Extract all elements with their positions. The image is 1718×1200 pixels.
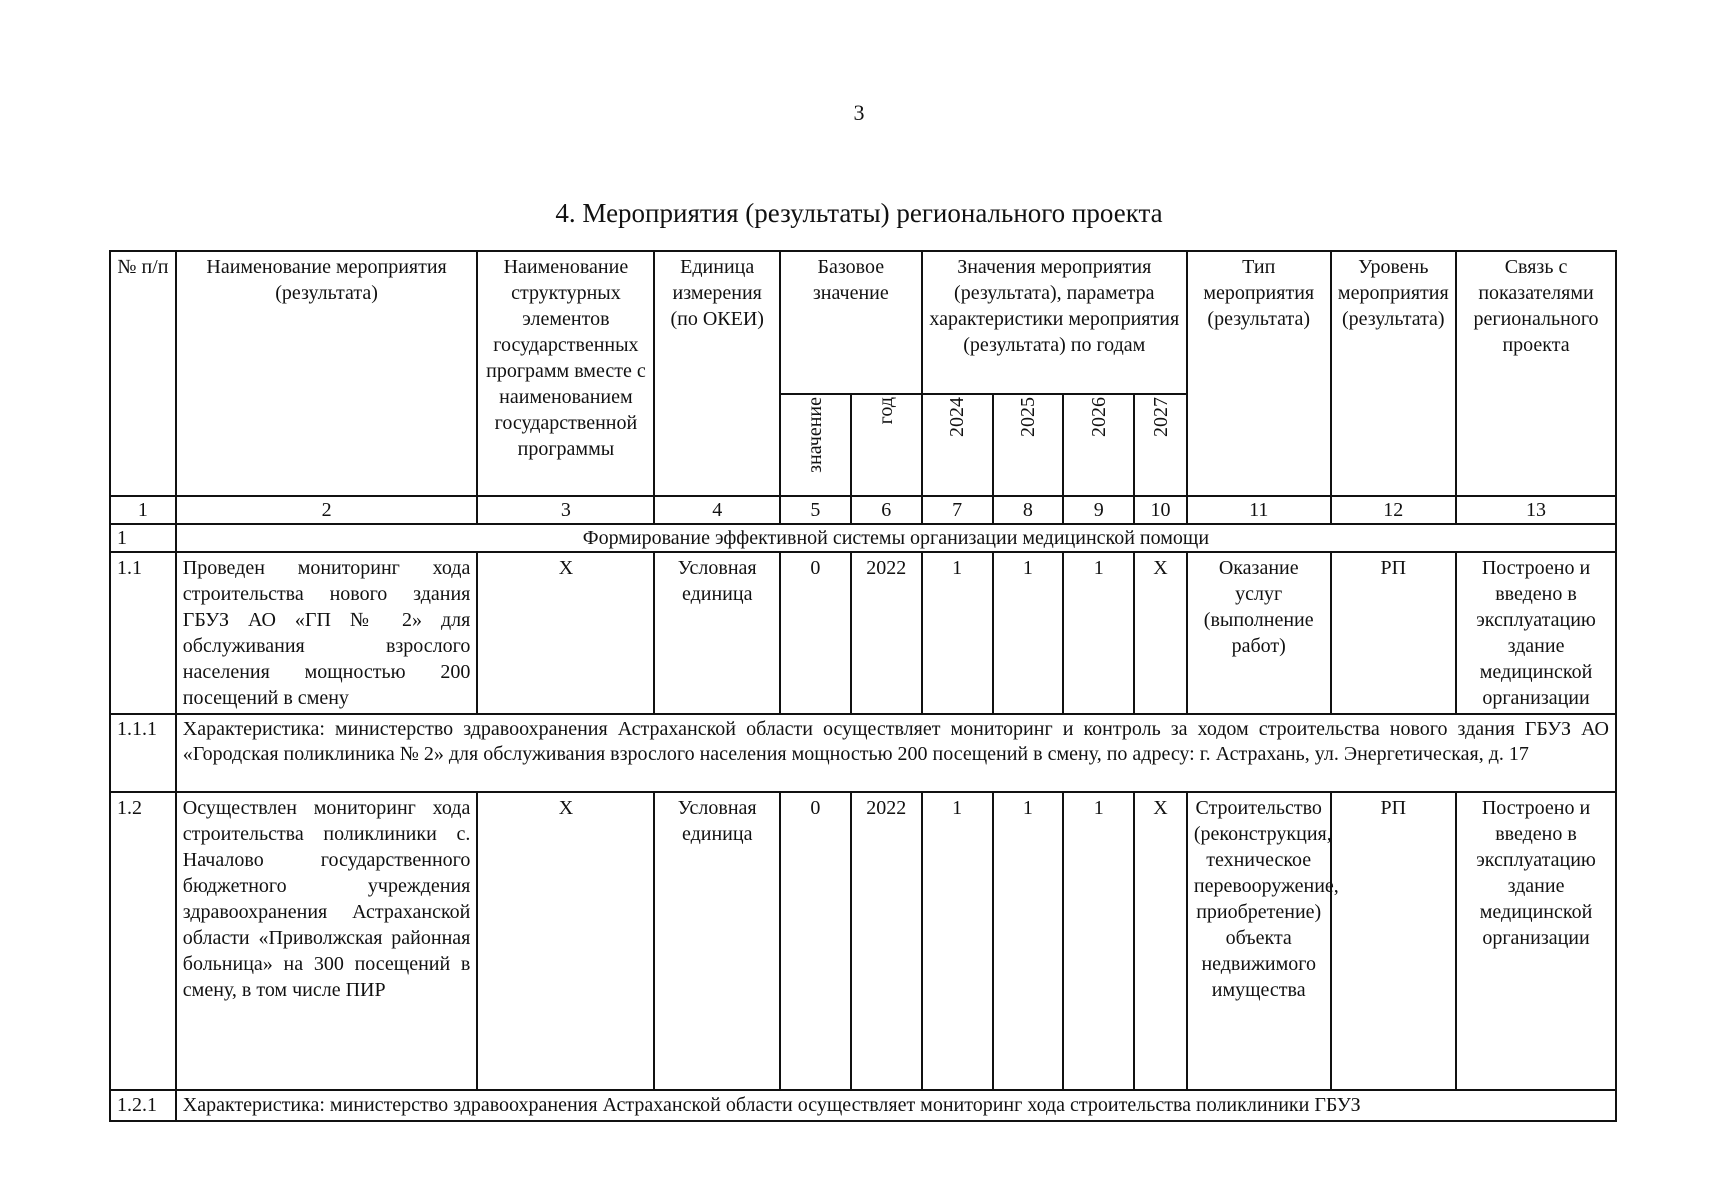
row-type: Строительство (реконструкция, техническое перевооружение, приобретение) объекта недвижимого имущества	[1187, 792, 1331, 1090]
characteristic-row	[110, 1090, 1616, 1121]
column-number: 10	[1134, 496, 1187, 524]
header-year-2026	[1063, 394, 1134, 496]
header-level: Уровень мероприятия (результата)	[1331, 251, 1456, 496]
row-value-2024: 1	[922, 792, 993, 1090]
row-num: 1.1	[110, 552, 176, 714]
group-num: 1	[110, 524, 176, 552]
measures-table	[109, 250, 1617, 1122]
characteristic-text: Характеристика: министерство здравоохранения Астраханской области осуществляет мониторинг и контроль за ходом строительства нового здания ГБУЗ АО «Городская поликлиника № 2» для обслуживания взрослого населения мощностью 200 посещений в смену, по адресу: г. Астрахань, ул. Энергетическая, д. 17	[176, 714, 1616, 792]
column-number: 5	[780, 496, 851, 524]
row-value-2027: X	[1134, 552, 1187, 714]
header-year-2027	[1134, 394, 1187, 496]
row-value-2025: 1	[993, 792, 1064, 1090]
column-number: 4	[654, 496, 779, 524]
row-base-value: 0	[780, 552, 851, 714]
header-num: № п/п	[110, 251, 176, 496]
characteristic-num: 1.1.1	[110, 714, 176, 792]
header-base-value	[780, 394, 851, 496]
header-unit: Единица измерения (по ОКЕИ)	[654, 251, 779, 496]
row-unit: Условная единица	[654, 552, 779, 714]
header-name: Наименование мероприятия (результата)	[176, 251, 478, 496]
characteristic-row	[110, 714, 1616, 792]
row-base-value: 0	[780, 792, 851, 1090]
row-name: Проведен мониторинг хода строительства нового здания ГБУЗ АО «ГП № 2» для обслуживания взрослого населения мощностью 200 посещений в смену	[176, 552, 478, 714]
row-name: Осуществлен мониторинг хода строительства поликлиники с. Началово государственного бюджетного учреждения здравоохранения Астраханской области «Приволжская районная больница» на 300 посещений в смену, в том числе ПИР	[176, 792, 478, 1090]
column-number: 6	[851, 496, 922, 524]
table-row	[110, 552, 1616, 714]
row-value-2027: X	[1134, 792, 1187, 1090]
header-base-year-text: год	[875, 397, 898, 425]
row-unit: Условная единица	[654, 792, 779, 1090]
row-base-year: 2022	[851, 792, 922, 1090]
row-num: 1.2	[110, 792, 176, 1090]
header-link: Связь с показателями регионального проекта	[1456, 251, 1616, 496]
group-title: Формирование эффективной системы организации медицинской помощи	[176, 524, 1616, 552]
column-number: 13	[1456, 496, 1616, 524]
header-year-2025	[993, 394, 1064, 496]
page-number: 3	[853, 100, 865, 125]
header-year-2027-text: 2027	[1149, 397, 1172, 437]
row-level: РП	[1331, 792, 1456, 1090]
row-type: Оказание услуг (выполнение работ)	[1187, 552, 1331, 714]
header-year-2024	[922, 394, 993, 496]
header-base-value-text: значение	[804, 397, 827, 473]
characteristic-text: Характеристика: министерство здравоохранения Астраханской области осуществляет мониторинг хода строительства поликлиники ГБУЗ	[176, 1090, 1616, 1121]
row-value-2026: 1	[1063, 552, 1134, 714]
row-link: Построено и введено в эксплуатацию здание медицинской организации	[1456, 552, 1616, 714]
header-year-2025-text: 2025	[1016, 397, 1039, 437]
header-base-year	[851, 394, 922, 496]
column-number: 7	[922, 496, 993, 524]
column-number: 11	[1187, 496, 1331, 524]
column-number: 9	[1063, 496, 1134, 524]
header-struct: Наименование структурных элементов государственных программ вместе с наименованием государственной программы	[477, 251, 654, 496]
row-struct: X	[477, 792, 654, 1090]
header-year-2026-text: 2026	[1087, 397, 1110, 437]
row-value-2024: 1	[922, 552, 993, 714]
characteristic-num: 1.2.1	[110, 1090, 176, 1121]
section-title: 4. Мероприятия (результаты) регионального проекта	[555, 198, 1163, 228]
row-base-year: 2022	[851, 552, 922, 714]
column-number: 1	[110, 496, 176, 524]
header-year-2024-text: 2024	[946, 397, 969, 437]
column-number: 8	[993, 496, 1064, 524]
column-number: 3	[477, 496, 654, 524]
column-number: 12	[1331, 496, 1456, 524]
row-struct: X	[477, 552, 654, 714]
row-level: РП	[1331, 552, 1456, 714]
header-values: Значения мероприятия (результата), параметра характеристики мероприятия (результата) по годам	[922, 251, 1187, 394]
header-base: Базовое значение	[780, 251, 922, 394]
table-row	[110, 792, 1616, 1090]
row-value-2026: 1	[1063, 792, 1134, 1090]
header-type: Тип мероприятия (результата)	[1187, 251, 1331, 496]
row-link: Построено и введено в эксплуатацию здание медицинской организации	[1456, 792, 1616, 1090]
row-value-2025: 1	[993, 552, 1064, 714]
column-number: 2	[176, 496, 478, 524]
